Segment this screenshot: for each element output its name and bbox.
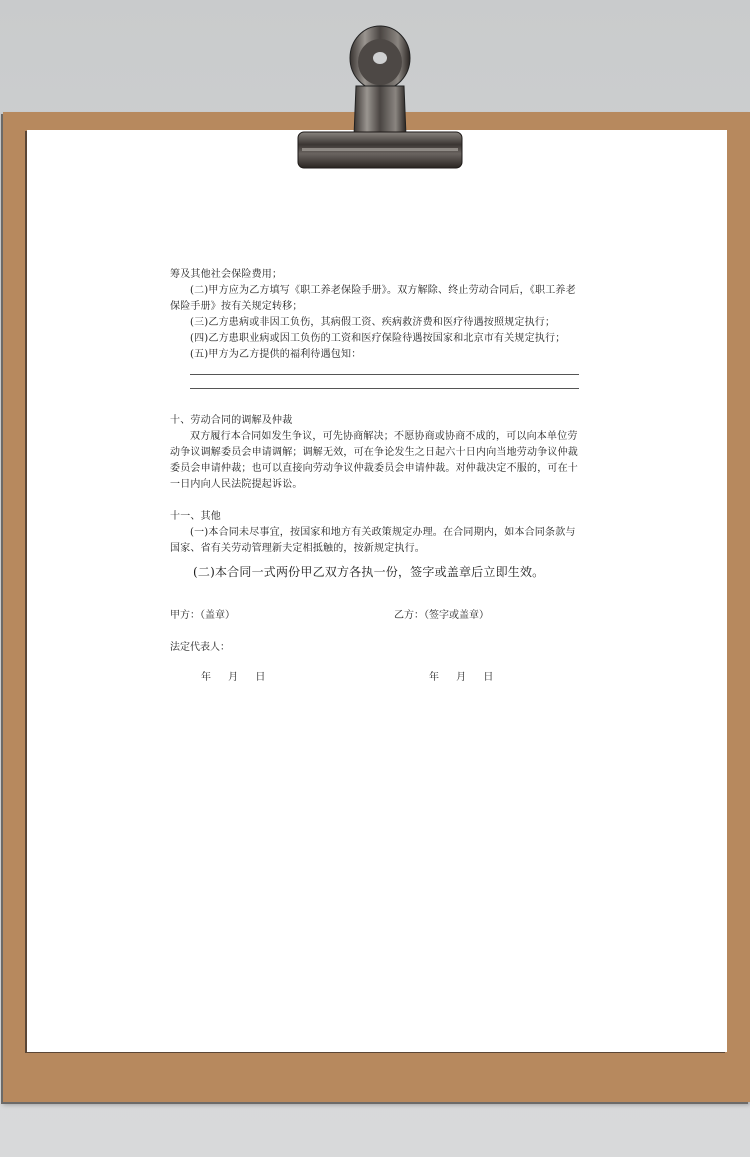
party-a-date: 年 月 日 [201,672,266,683]
section-11-item-2: (二)本合同一式两份甲乙双方各执一份，签字或盖章后立即生效。 [193,565,545,579]
contract-text [170,267,580,581]
party-b-signature-label: 乙方：（签字或盖章） [394,610,489,621]
clause-3: (三)乙方患病或非因工负伤，其病假工资、疾病救济费和医疗待遇按照规定执行； [190,317,556,328]
party-a-signature-label: 甲方：（盖章） [170,610,235,621]
section-10-body: 双方履行本合同如发生争议，可先协商解决；不愿协商或协商不成的，可以向本单位劳动争议调解委员会申请调解；调解无效，可在争论发生之日起六十日内向当地劳动争议仲裁委员会申请仲裁；也可以直接向劳动争议仲裁委员会申请仲裁。对仲裁决定不服的，可在十一日内向人民法院提起诉讼。 [170,431,578,490]
legal-representative-label: 法定代表人： [170,642,230,653]
fill-in-line[interactable] [190,374,579,375]
clause-2-wrap: 保险手册》按有关规定转移； [170,301,303,312]
continuation-line: 筹及其他社会保险费用； [170,269,283,280]
party-b-date: 年 月 日 [429,672,494,683]
clause-4: (四)乙方患职业病或因工负伤的工资和医疗保险待遇按国家和北京市有关规定执行； [190,333,566,344]
section-11-item-1: (一)本合同未尽事宜，按国家和地方有关政策规定办理。在合同期内，如本合同条款与国家、省有关劳动管理新夫定相抵触的，按新规定执行。 [170,527,576,554]
clause-2: (二)甲方应为乙方填写《职工养老保险手册》。双方解除、终止劳动合同后，《职工养老 [190,285,576,296]
fill-in-line[interactable] [190,388,579,389]
section-10-heading: 十、劳动合同的调解及仲裁 [170,415,293,426]
clause-5: (五)甲方为乙方提供的福利待遇包知： [190,349,362,360]
section-11-heading: 十一、其他 [170,511,221,522]
binder-clip-icon [296,24,464,170]
